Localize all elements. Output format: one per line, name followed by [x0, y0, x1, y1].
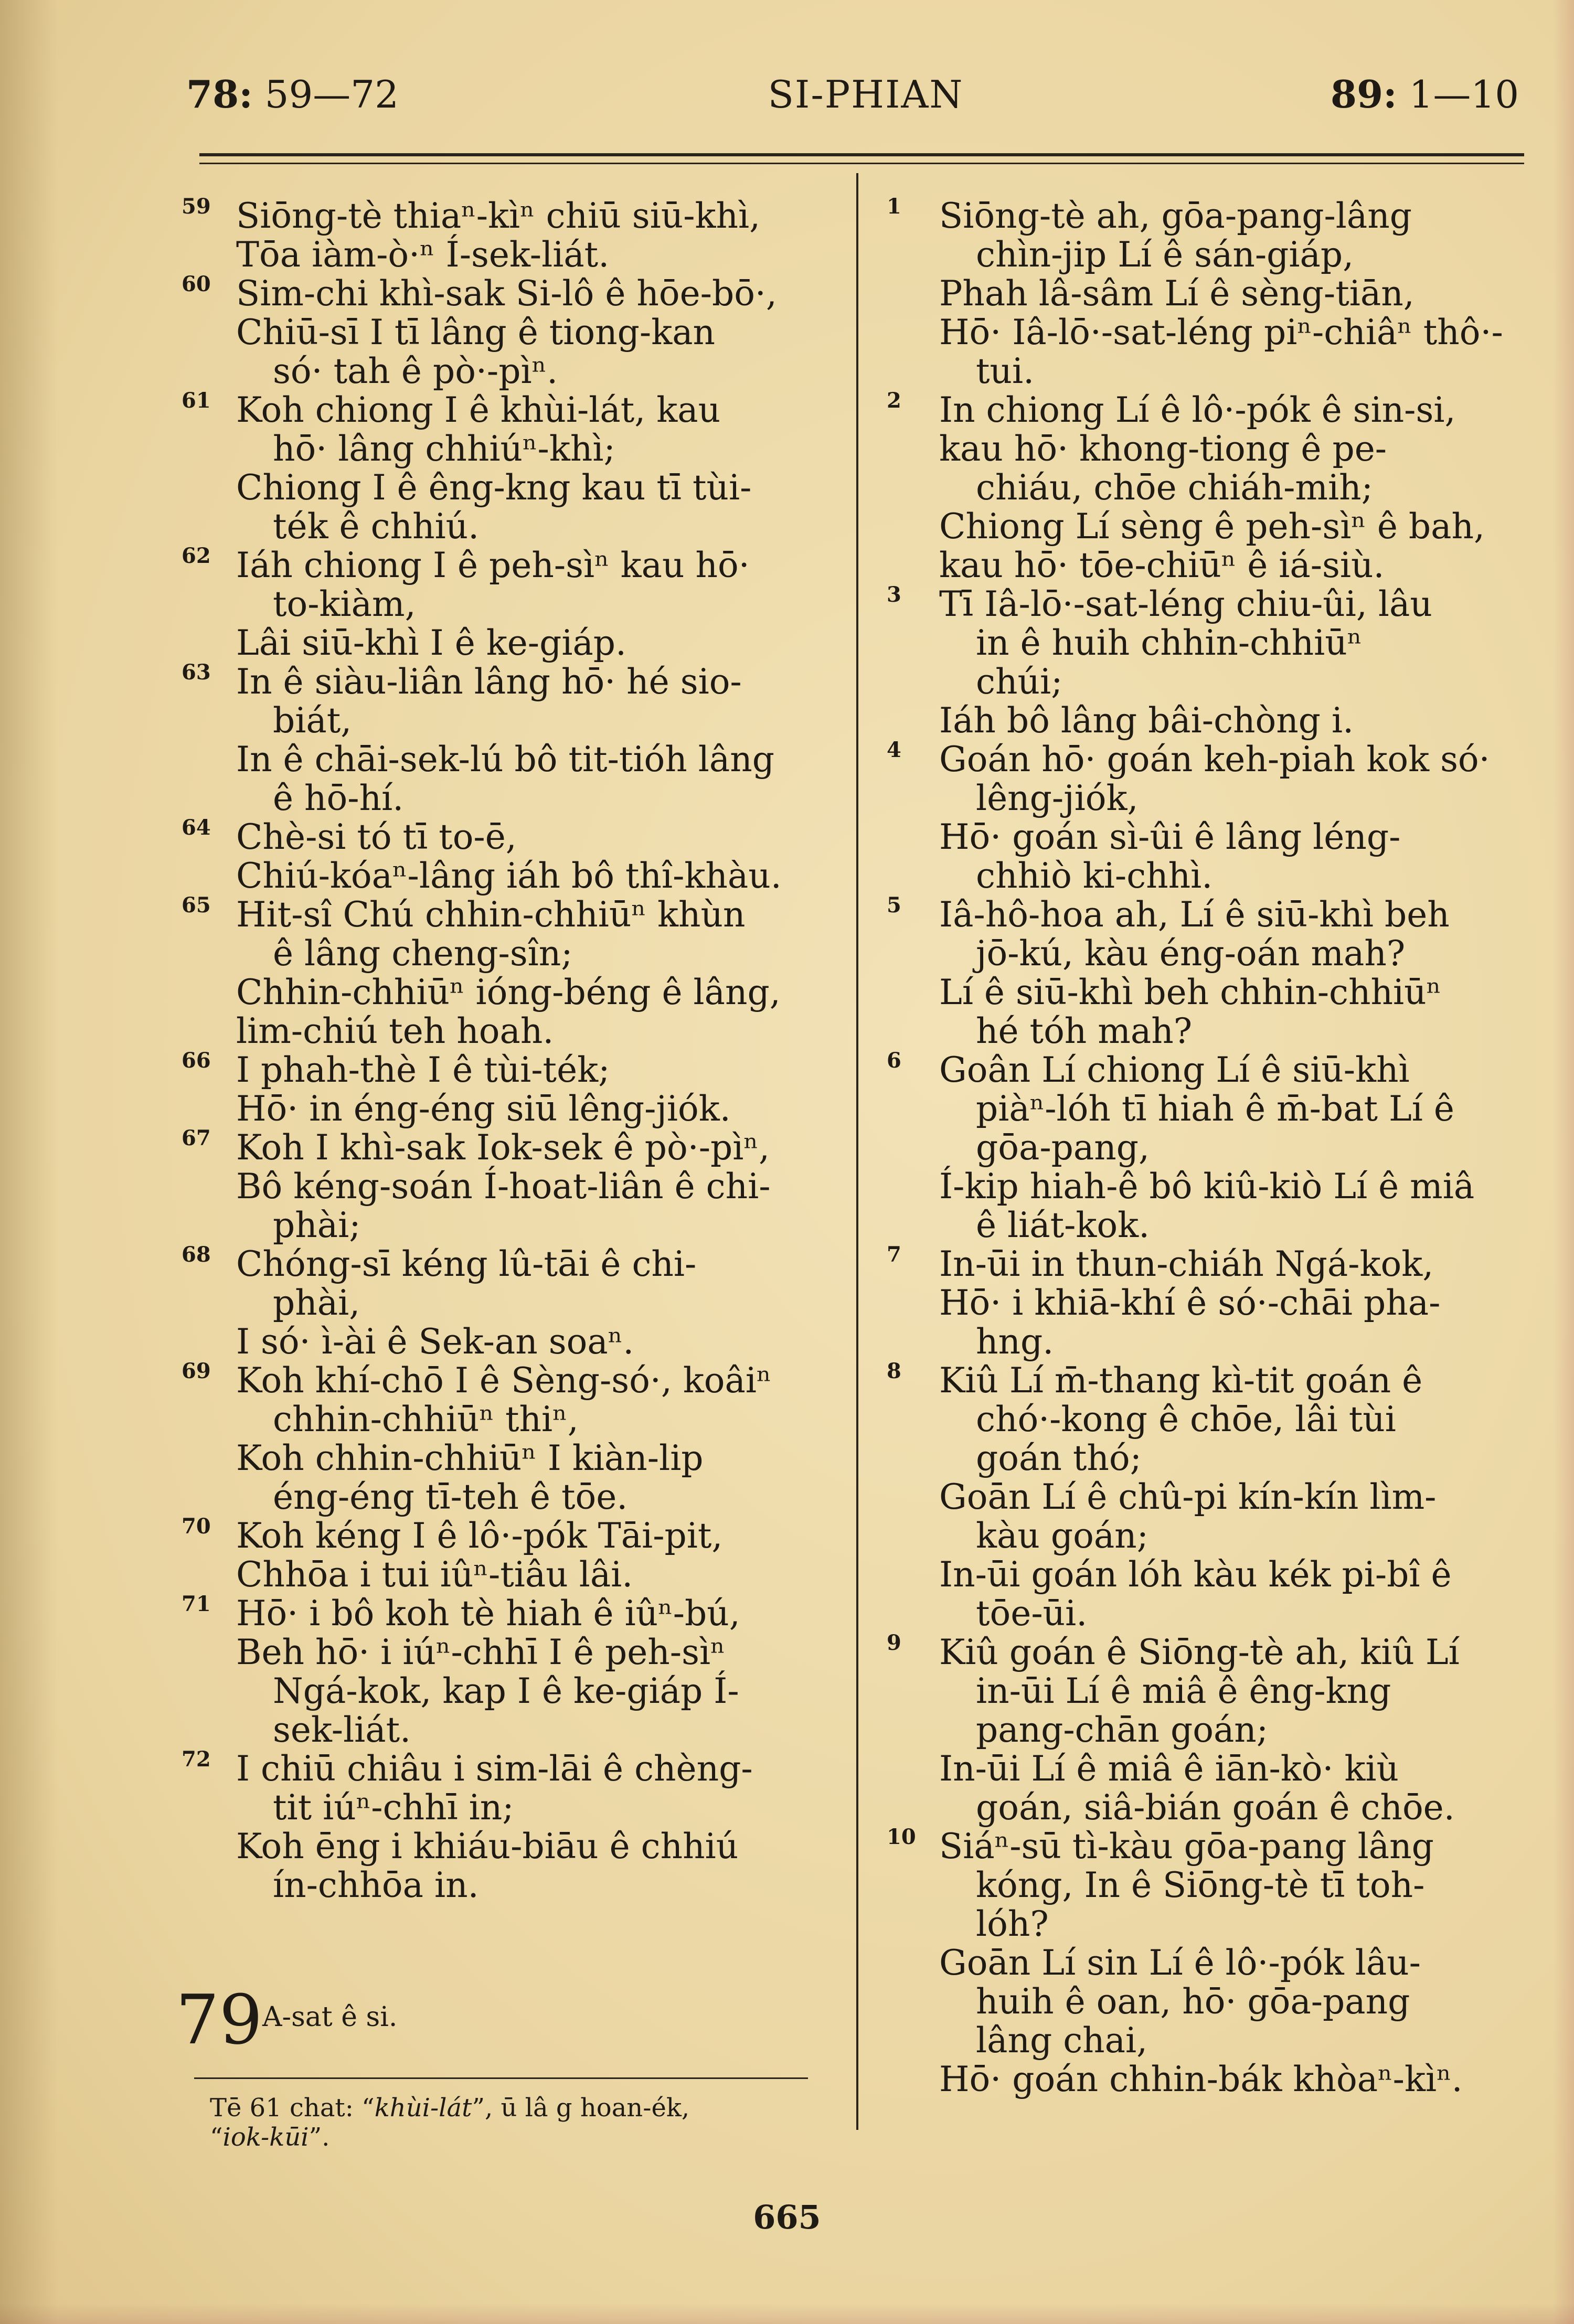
verse-line: Lí ê siū-khì beh chhin-chhiūⁿ — [939, 972, 1442, 1012]
verse-number: 8 — [887, 1359, 901, 1383]
verse-line: phài, — [273, 1283, 360, 1323]
verse-number: 60 — [182, 272, 211, 296]
verse-line: chó·-kong ê chōe, lâi tùi — [976, 1399, 1396, 1440]
verse-line: Goán hō· goán keh-piah kok só· — [939, 739, 1490, 780]
header-rule-thin — [199, 163, 1524, 164]
verse-line: hng. — [976, 1321, 1054, 1362]
verse-66 — [173, 1048, 829, 1129]
verse-line: In ê siàu-liân lâng hō· hé sio- — [236, 662, 742, 702]
verse-line: lóh? — [976, 1904, 1049, 1944]
verse-line: Chiong Lí sèng ê peh-sìⁿ ê bah, — [939, 506, 1485, 547]
verse-line: goán thó; — [976, 1438, 1142, 1478]
verse-line: Phah lâ-sâm Lí ê sèng-tiān, — [939, 273, 1415, 314]
verse-number: 1 — [887, 194, 901, 219]
verse-number: 65 — [182, 893, 211, 918]
verse-line: Hō· i khiā-khí ê só·-chāi pha- — [939, 1283, 1441, 1323]
verse-number: 6 — [887, 1048, 901, 1073]
verse-3 — [876, 582, 1529, 741]
page-number: 665 — [753, 2198, 821, 2236]
running-header-left: 78: 59—72 — [186, 72, 399, 116]
verse-line: Goān Lí ê chû-pi kín-kín lìm- — [939, 1477, 1437, 1517]
verse-line: I phah-thè I ê tùi-ték; — [236, 1050, 610, 1090]
verse-line: hō· lâng chhiúⁿ-khì; — [273, 429, 615, 469]
verse-line: Chóng-sī kéng lû-tāi ê chi- — [236, 1244, 697, 1284]
footnote: Tē 61 chat: “khùi-lát”, ū lâ g hoan-ék, “iok-kūi”. — [210, 2093, 690, 2152]
verse-number: 4 — [887, 738, 901, 762]
verse-line: lêng-jiók, — [976, 778, 1139, 818]
verse-line: ín-chhōa in. — [273, 1865, 479, 1905]
verse-line: In chiong Lí ê lô·-pók ê sin-si, — [939, 390, 1456, 430]
chapter-number: 79 — [176, 1980, 263, 2060]
verse-line: lâng chai, — [976, 2020, 1148, 2061]
verse-line: Tī Iâ-lō·-sat-léng chiu-ûi, lâu — [939, 584, 1432, 624]
verse-line: In-ūi in thun-chiáh Ngá-kok, — [939, 1244, 1434, 1284]
verse-line: Ngá-kok, kap I ê ke-giáp Í- — [273, 1671, 739, 1711]
verse-6 — [876, 1048, 1529, 1245]
verse-line: in-ūi Lí ê miâ ê êng-kng — [976, 1671, 1391, 1711]
verse-line: Kiû goán ê Siōng-tè ah, kiû Lí — [939, 1632, 1460, 1672]
verse-line: In-ūi goán lóh kàu kék pi-bî ê — [939, 1554, 1452, 1595]
verse-72 — [173, 1747, 829, 1905]
verse-line: Hō· in éng-éng siū lêng-jiók. — [236, 1089, 731, 1129]
verse-line: Kiû Lí m̄-thang kì-tit goán ê — [939, 1360, 1423, 1401]
verse-line: Koh kéng I ê lô·-pók Tāi-pit, — [236, 1516, 723, 1556]
verse-line: Bô kéng-soán Í-hoat-liân ê chi- — [236, 1166, 771, 1207]
verse-number: 69 — [182, 1359, 211, 1383]
verse-line: chhiò ki-chhì. — [976, 856, 1213, 896]
verse-line: pang-chān goán; — [976, 1710, 1269, 1750]
verse-number: 3 — [887, 582, 901, 607]
verse-line: goán, siâ-bián goán ê chōe. — [976, 1787, 1455, 1828]
verse-line: Hō· goán chhin-bák khòaⁿ-kìⁿ. — [939, 2059, 1463, 2099]
verse-63 — [173, 660, 829, 818]
verse-line: Hō· i bô koh tè hiah ê iûⁿ-bú, — [236, 1593, 740, 1634]
verse-61 — [173, 388, 829, 547]
verse-number: 72 — [182, 1747, 211, 1772]
verse-line: In-ūi Lí ê miâ ê iān-kò· kiù — [939, 1749, 1399, 1789]
verse-10 — [876, 1827, 1529, 2099]
verse-line: kàu goán; — [976, 1516, 1148, 1556]
verse-line: Koh ēng i khiáu-biāu ê chhiú — [236, 1826, 739, 1867]
verse-67 — [173, 1128, 829, 1245]
running-header-right: 89: 1—10 — [1330, 72, 1519, 116]
verse-line: Chiú-kóaⁿ-lâng iáh bô thî-khàu. — [236, 856, 782, 896]
column-divider — [856, 173, 858, 2130]
verse-line: Chhin-chhiūⁿ ióng-béng ê lâng, — [236, 972, 781, 1012]
verse-line: lim-chiú teh hoah. — [236, 1011, 554, 1051]
verse-line: kóng, In ê Siōng-tè tī toh- — [976, 1865, 1425, 1905]
verse-line: Siōng-tè thiaⁿ-kìⁿ chiū siū-khì, — [236, 196, 761, 236]
verse-line: ê lâng cheng-sîn; — [273, 933, 573, 974]
verse-69 — [173, 1361, 829, 1517]
verse-number: 64 — [182, 815, 211, 840]
verse-line: Chiū-sī I tī lâng ê tiong-kan — [236, 312, 716, 353]
verse-71 — [173, 1594, 829, 1750]
verse-number: 62 — [182, 543, 211, 568]
verse-line: Siōng-tè ah, gōa-pang-lâng — [939, 196, 1412, 236]
verse-line: Hō· Iâ-lō·-sat-léng piⁿ-chiâⁿ thô·- — [939, 312, 1503, 353]
verse-line: chúi; — [976, 662, 1063, 702]
verse-line: Hit-sî Chú chhin-chhiūⁿ khùn — [236, 894, 746, 935]
verse-line: piàⁿ-lóh tī hiah ê m̄-bat Lí ê — [976, 1089, 1454, 1129]
verse-line: Í-kip hiah-ê bô kiû-kiò Lí ê miâ — [939, 1166, 1475, 1207]
verse-line: Goân Lí chiong Lí ê siū-khì — [939, 1050, 1410, 1090]
verse-line: Koh chiong I ê khùi-lát, kau — [236, 390, 721, 430]
verse-line: chiáu, chōe chiáh-mih; — [976, 467, 1373, 508]
verse-number: 66 — [182, 1048, 211, 1073]
verse-line: Beh hō· i iúⁿ-chhī I ê peh-sìⁿ — [236, 1632, 726, 1672]
verse-line: Koh I khì-sak Iok-sek ê pò·-pìⁿ, — [236, 1127, 770, 1168]
verse-line: I só· ì-ài ê Sek-an soaⁿ. — [236, 1321, 634, 1362]
verse-65 — [173, 893, 829, 1051]
verse-70 — [173, 1514, 829, 1595]
left-column — [173, 194, 829, 1905]
verse-line: Iâ-hô-hoa ah, Lí ê siū-khì beh — [939, 894, 1450, 935]
verse-number: 70 — [182, 1514, 211, 1539]
verse-line: Tōa iàm-ò·ⁿ Í-sek-liát. — [236, 234, 610, 275]
verse-number: 63 — [182, 660, 211, 685]
verse-line: Chè-si tó tī to-ē, — [236, 817, 517, 857]
verse-line: to-kiàm, — [273, 584, 416, 624]
verse-line: Koh khí-chō I ê Sèng-só·, koâiⁿ — [236, 1360, 772, 1401]
verse-line: jō-kú, kàu éng-oán mah? — [976, 933, 1406, 974]
verse-number: 7 — [887, 1242, 901, 1267]
verse-line: Sim-chi khì-sak Si-lô ê hōe-bō·, — [236, 273, 777, 314]
verse-line: biát, — [273, 700, 352, 741]
verse-line: I chiū chiâu i sim-lāi ê chèng- — [236, 1749, 753, 1789]
verse-line: Lâi siū-khì I ê ke-giáp. — [236, 623, 627, 663]
verse-line: chìn-jip Lí ê sán-giáp, — [976, 234, 1354, 275]
verse-line: Hō· goán sì-ûi ê lâng léng- — [939, 817, 1401, 857]
verse-8 — [876, 1361, 1529, 1633]
verse-line: tui. — [976, 351, 1035, 391]
verse-number: 59 — [182, 194, 211, 219]
verse-60 — [173, 274, 829, 391]
verse-7 — [876, 1242, 1529, 1362]
verse-2 — [876, 388, 1529, 585]
verse-line: in ê huih chhin-chhiūⁿ — [976, 623, 1363, 663]
verse-line: Chhōa i tui iûⁿ-tiâu lâi. — [236, 1554, 633, 1595]
right-column — [876, 194, 1529, 2099]
chapter-title: A-sat ê si. — [262, 2001, 398, 2033]
verse-number: 5 — [887, 893, 901, 918]
verse-number: 61 — [182, 388, 211, 413]
verse-number: 10 — [887, 1825, 916, 1849]
verse-5 — [876, 893, 1529, 1051]
verse-line: chhin-chhiūⁿ thiⁿ, — [273, 1399, 579, 1440]
verse-62 — [173, 543, 829, 663]
verse-line: Iáh bô lâng bâi-chòng i. — [939, 700, 1354, 741]
verse-line: ê liát-kok. — [976, 1205, 1150, 1245]
running-header-title: SI-PHIAN — [768, 72, 964, 116]
verse-line: Iáh chiong I ê peh-sìⁿ kau hō· — [236, 545, 750, 585]
verse-number: 71 — [182, 1592, 211, 1616]
verse-64 — [173, 815, 829, 896]
verse-number: 2 — [887, 388, 901, 413]
verse-line: gōa-pang, — [976, 1127, 1150, 1168]
verse-line: ê hō-hí. — [273, 778, 404, 818]
verse-line: Koh chhin-chhiūⁿ I kiàn-lip — [236, 1438, 704, 1478]
verse-line: sek-liát. — [273, 1710, 411, 1750]
verse-9 — [876, 1630, 1529, 1828]
verse-line: Chiong I ê êng-kng kau tī tùi- — [236, 467, 752, 508]
verse-number: 9 — [887, 1630, 901, 1655]
verse-line: phài; — [273, 1205, 361, 1245]
verse-line: Goān Lí sin Lí ê lô·-pók lâu- — [939, 1943, 1421, 1983]
verse-4 — [876, 740, 1529, 896]
verse-number: 67 — [182, 1126, 211, 1150]
verse-59 — [173, 194, 829, 275]
verse-line: kau hō· tōe-chiūⁿ ê iá-siù. — [939, 545, 1385, 585]
verse-68 — [173, 1242, 829, 1362]
verse-line: só· tah ê pò·-pìⁿ. — [273, 351, 558, 391]
verse-line: Siáⁿ-sū tì-kàu gōa-pang lâng — [939, 1826, 1434, 1867]
verse-line: In ê chāi-sek-lú bô tit-tióh lâng — [236, 739, 774, 780]
verse-line: hé tóh mah? — [976, 1011, 1193, 1051]
verse-line: huih ê oan, hō· gōa-pang — [976, 1981, 1410, 2022]
verse-number: 68 — [182, 1242, 211, 1267]
verse-1 — [876, 194, 1529, 391]
header-rule — [199, 153, 1524, 156]
verse-line: kau hō· khong-tiong ê pe- — [939, 429, 1387, 469]
verse-line: ték ê chhiú. — [273, 506, 480, 547]
verse-line: éng-éng tī-teh ê tōe. — [273, 1477, 628, 1517]
verse-line: tōe-ūi. — [976, 1593, 1088, 1634]
verse-line: tit iúⁿ-chhī in; — [273, 1787, 514, 1828]
footnote-rule — [194, 2077, 808, 2079]
